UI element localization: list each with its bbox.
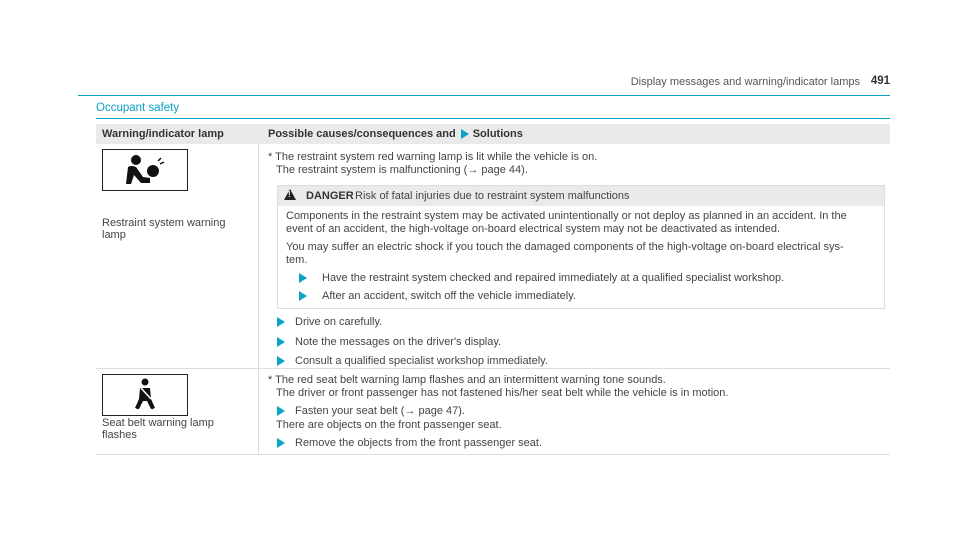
lamp-label-line: Seat belt warning lamp [102,417,214,429]
header-title: Display messages and warning/indicator lamps [630,76,860,88]
danger-label: DANGER [306,190,354,202]
col-header-solutions-text: Solutions [472,128,523,140]
danger-text: tem. [286,254,308,266]
lamp-label-line: lamp [102,229,126,241]
col-header-lamp: Warning/indicator lamp [102,128,224,140]
lamp-label-line: flashes [102,429,137,441]
cause-text: * The red seat belt warning lamp flashes and an intermittent warning tone sounds. [268,374,666,386]
solution-step: Drive on carefully. [295,316,383,328]
page-number: 491 [870,75,890,87]
solution-arrow-icon [277,406,285,416]
seat-belt-icon [103,375,187,415]
airbag-warning-icon [103,150,187,190]
col-header-causes-text: Possible causes/consequences and [268,128,456,140]
cause-text: The driver or front passenger has not fastened his/her seat belt while the vehicle is in motion. [276,387,729,399]
danger-step: After an accident, switch off the vehicle immediately. [322,290,576,302]
danger-text: event of an accident, the high-voltage on-board electrical system may not be deactivated as intended. [286,223,781,235]
danger-header [278,186,884,206]
danger-title: Risk of fatal injuries due to restraint system malfunctions [355,190,630,202]
solution-step: Note the messages on the driver's display. [295,336,502,348]
airbag-warning-lamp [102,149,188,191]
danger-text: Components in the restraint system may be activated unintentionally or not deploy as planned in an accident. In the [286,210,847,222]
page-header [0,0,960,96]
solution-step: Fasten your seat belt (→ page 47). [295,405,465,417]
col-header-causes [259,128,890,140]
solution-step: Consult a qualified specialist workshop immediately. [295,355,548,367]
warning-triangle-icon [284,189,296,200]
solution-arrow-icon [277,317,285,327]
danger-text: You may suffer an electric shock if you touch the damaged components of the high-voltage on-board electrical sys- [286,241,844,253]
solution-arrow-icon [299,291,307,301]
danger-box [277,185,885,309]
solution-arrow-icon [461,129,469,139]
lamp-label-line: Restraint system warning [102,217,226,229]
solution-arrow-icon [299,273,307,283]
solution-arrow-icon [277,356,285,366]
lamp-cell [96,144,259,368]
section-rule [96,118,890,119]
solution-step: Remove the objects from the front passenger seat. [295,437,543,449]
lamp-label [102,417,242,441]
header-rule [78,95,890,96]
cause-text: The restraint system is malfunctioning (→ page 44). [276,164,528,176]
solution-arrow-icon [277,438,285,448]
cause-text: There are objects on the front passenger seat. [276,419,502,431]
seat-belt-warning-lamp [102,374,188,416]
table-header [96,124,890,144]
lamp-label [102,217,242,241]
danger-step: Have the restraint system checked and repaired immediately at a qualified specialist workshop. [322,272,785,284]
solution-arrow-icon [277,337,285,347]
lamp-cell [96,369,259,454]
section-title: Occupant safety [96,102,180,114]
cause-text: * The restraint system red warning lamp is lit while the vehicle is on. [268,151,598,163]
